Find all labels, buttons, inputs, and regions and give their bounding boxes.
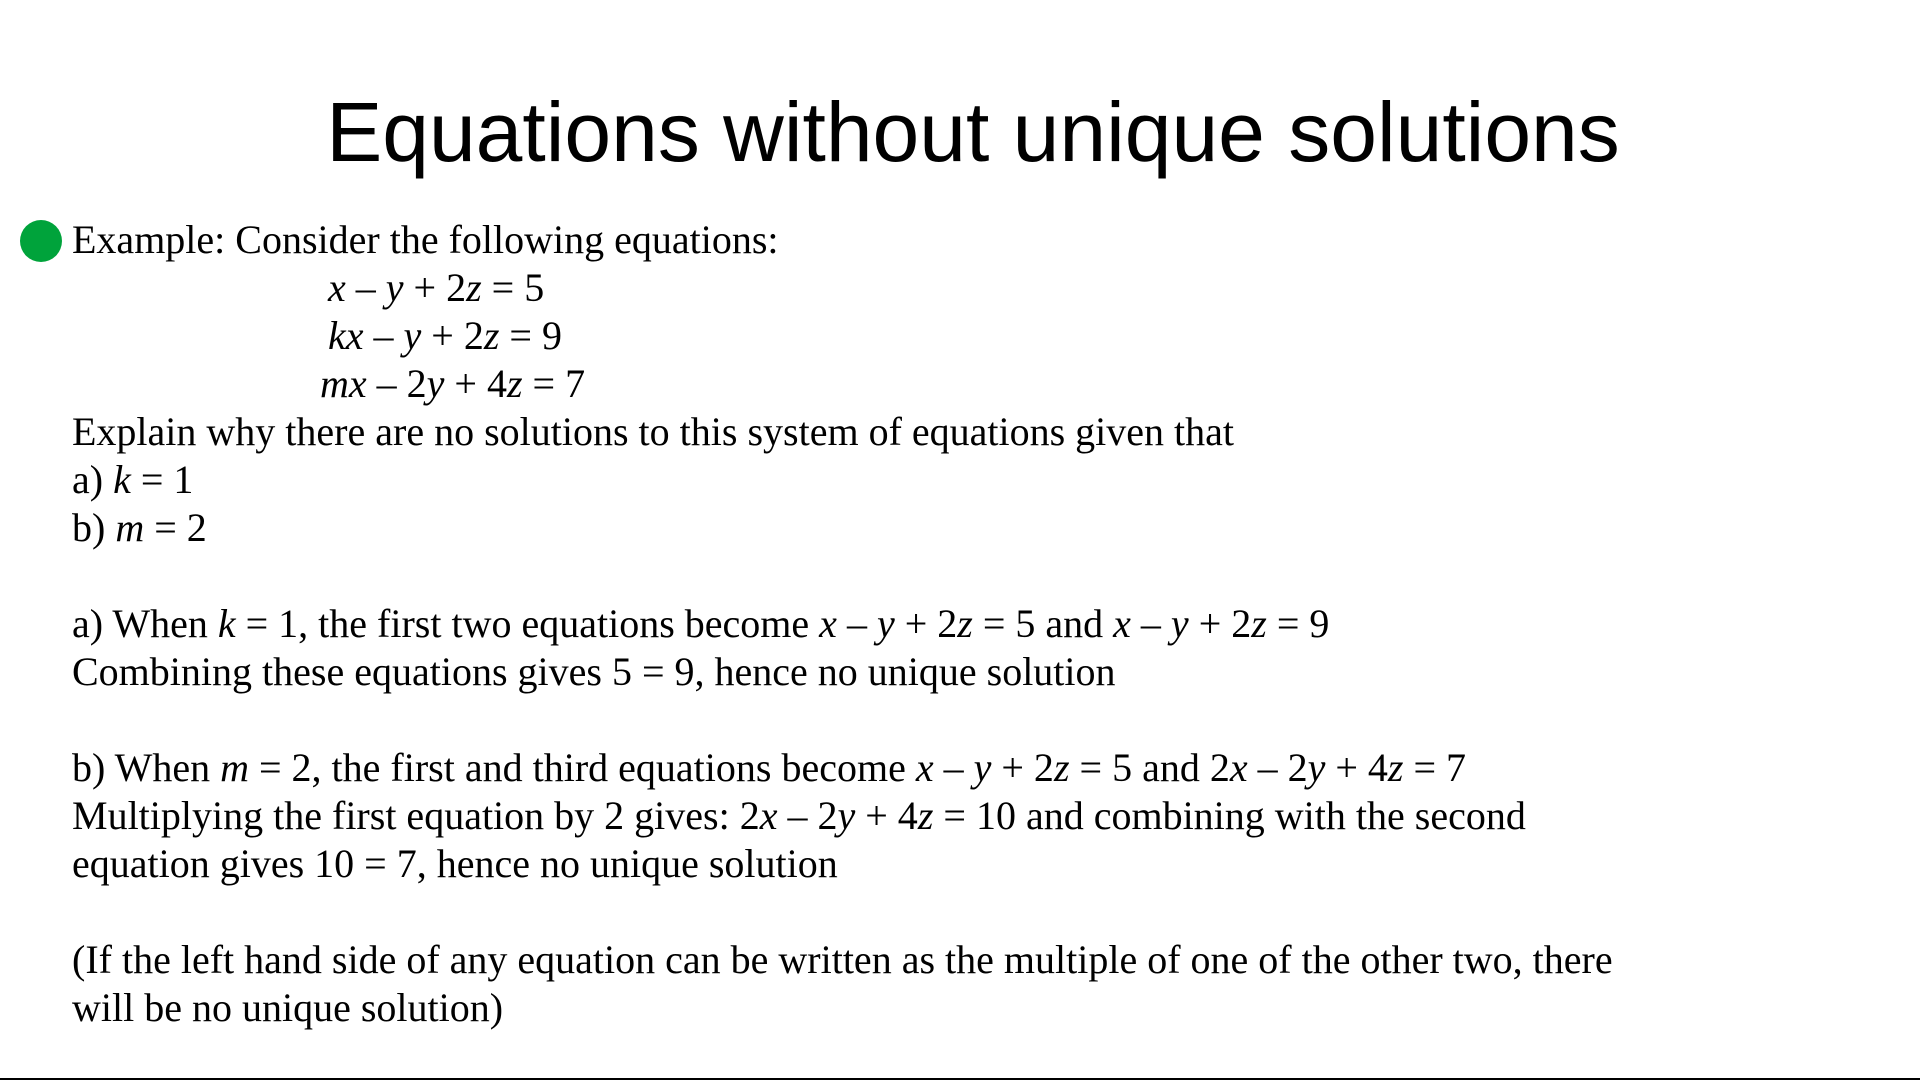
note-line-1: (If the left hand side of any equation can be written as the multiple of one of the other two, there	[72, 937, 1613, 982]
answer-b-line-3: equation gives 10 = 7, hence no unique solution	[72, 841, 838, 886]
equation-1: x – y + 2z = 5	[328, 265, 545, 310]
answer-b-line-1: b) When m = 2, the first and third equations become x – y + 2z = 5 and 2x – 2y + 4z = 7	[72, 745, 1467, 790]
part-b: b) m = 2	[72, 505, 207, 550]
answer-b-line-2: Multiplying the first equation by 2 gives: 2x – 2y + 4z = 10 and combining with the second	[72, 793, 1526, 838]
answer-a-line-2: Combining these equations gives 5 = 9, hence no unique solution	[72, 649, 1116, 694]
equation-2: kx – y + 2z = 9	[328, 313, 562, 358]
slide-title: Equations without unique solutions	[326, 85, 1620, 179]
equation-3: mx – 2y + 4z = 7	[320, 361, 586, 406]
question-line: Explain why there are no solutions to this system of equations given that	[72, 409, 1235, 454]
note-line-2: will be no unique solution)	[72, 985, 504, 1030]
part-a: a) k = 1	[72, 457, 194, 502]
answer-a-line-1: a) When k = 1, the first two equations become x – y + 2z = 5 and x – y + 2z = 9	[72, 601, 1330, 646]
intro-line: Example: Consider the following equations:	[72, 217, 779, 262]
bullet-dot-icon	[20, 220, 62, 262]
